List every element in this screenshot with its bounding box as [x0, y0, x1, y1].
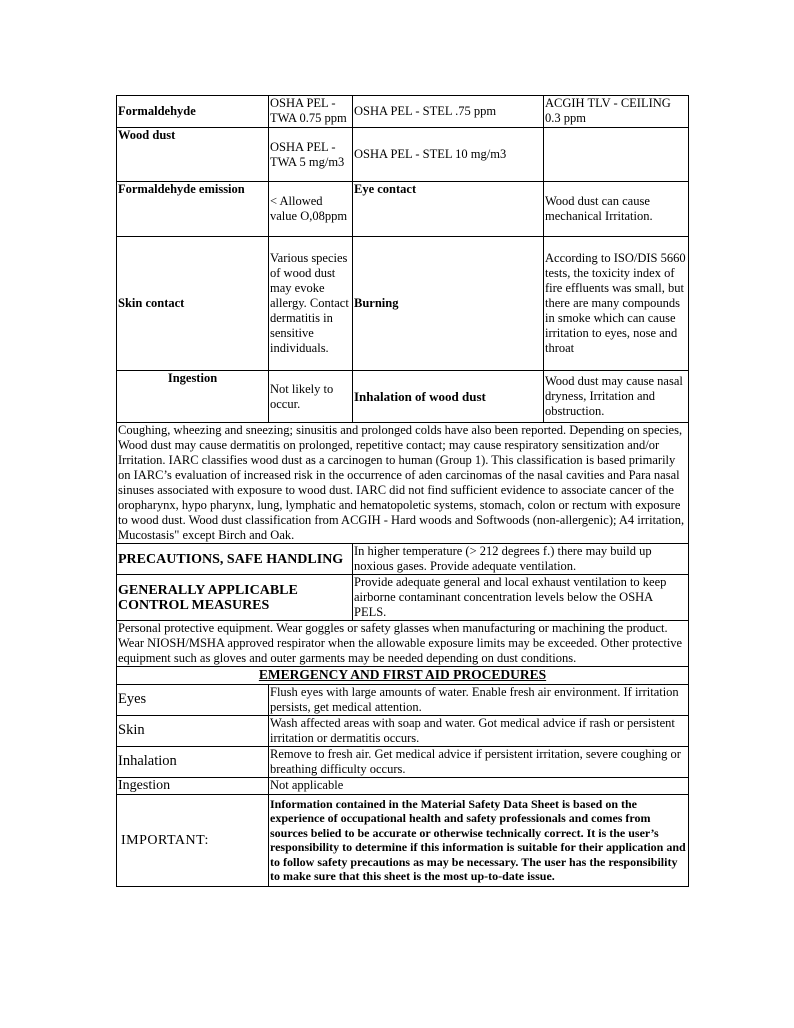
emergency-title: EMERGENCY AND FIRST AID PROCEDURES: [117, 667, 689, 684]
exposure-table: [116, 95, 689, 423]
wood-dust-twa: OSHA PEL - TWA 5 mg/m3: [269, 128, 353, 182]
row-formaldehyde: [117, 96, 689, 128]
burning-value: According to ISO/DIS 5660 tests, the toxicity index of fire effluents was small, but there are many compounds in smoke which can cause irritation to eyes, nose and throat: [544, 237, 689, 371]
important-label: IMPORTANT:: [117, 794, 269, 886]
ingestion-value: Not likely to occur.: [269, 371, 353, 423]
msds-page: [116, 95, 688, 887]
formaldehyde-twa: OSHA PEL - TWA 0.75 ppm: [269, 96, 353, 128]
control-measures-text: Provide adequate general and local exhaust ventilation to keep airborne contaminant concentration levels below the OSHA PELS.: [353, 575, 689, 621]
burning-label: Burning: [353, 237, 544, 371]
row-important: [117, 794, 689, 886]
first-aid-ingestion-text: Not applicable: [269, 777, 689, 794]
formaldehyde-label: Formaldehyde: [117, 96, 269, 128]
eye-contact-label: Eye contact: [353, 182, 544, 237]
formaldehyde-ceiling: ACGIH TLV - CEILING 0.3 ppm: [544, 96, 689, 128]
wood-dust-stel: OSHA PEL - STEL 10 mg/m3: [353, 128, 544, 182]
row-control-measures: [117, 575, 689, 621]
row-first-aid-skin: [117, 715, 689, 746]
row-formaldehyde-emission: [117, 182, 689, 237]
row-emergency-title: [117, 667, 689, 684]
row-first-aid-eyes: [117, 684, 689, 715]
first-aid-table: [116, 667, 689, 887]
row-skin-contact: [117, 237, 689, 371]
row-precautions: [117, 544, 689, 575]
first-aid-ingestion-label: Ingestion: [117, 777, 269, 794]
ingestion-label: Ingestion: [117, 371, 269, 423]
ppe-paragraph: Personal protective equipment. Wear goggles or safety glasses when manufacturing or machining the product. Wear NIOSH/MSHA approved respirator when the allowable exposure limits may be exceeded. Other protective equipment such as gloves and outer garments may be needed depending on dust conditions.: [117, 621, 689, 667]
row-wood-dust: [117, 128, 689, 182]
skin-contact-label: Skin contact: [117, 237, 269, 371]
formaldehyde-emission-value: < Allowed value O,08ppm: [269, 182, 353, 237]
control-measures-label: GENERALLY APPLICABLE CONTROL MEASURES: [117, 575, 353, 621]
row-health-paragraph: [117, 423, 689, 544]
formaldehyde-emission-label: Formaldehyde emission: [117, 182, 269, 237]
important-text: Information contained in the Material Safety Data Sheet is based on the experience of occupational health and safety professionals and comes from sources belied to be accurate or otherwise technically correct. It is the user’s responsibility to determine if this information is suitable for their application and to follow safety precautions as may be necessary. The user has the responsibility to make sure that this sheet is the most up-to-date issue.: [269, 794, 689, 886]
eye-contact-value: Wood dust can cause mechanical Irritation.: [544, 182, 689, 237]
health-paragraph: Coughing, wheezing and sneezing; sinusitis and prolonged colds have also been reported. Depending on species, Wood dust may cause dermatitis on prolonged, repetitive contact; may cause respiratory sensitization and/or Irritation. IARC classifies wood dust as a carcinogen to human (Group 1). This classification is based primarily on IARC’s evaluation of increased risk in the occurrence of aden carcinomas of the nasal cavities and Para nasal sinuses associated with exposure to wood dust. IARC did not find sufficient evidence to associate cancer of the oropharynx, hypo pharynx, lung, lymphatic and hematopoletic systems, stomach, colon or rectum with exposure to wood dust. Wood dust classification from ACGIH - Hard woods and Softwoods (non-allergenic); A4 irritation, Mucostasis" except Birch and Oak.: [117, 423, 689, 544]
eyes-label: Eyes: [117, 684, 269, 715]
inhalation-text: Remove to fresh air. Get medical advice if persistent irritation, severe coughing or breathing difficulty occurs.: [269, 746, 689, 777]
skin-text: Wash affected areas with soap and water. Got medical advice if rash or persistent irritation or dermatitis occurs.: [269, 715, 689, 746]
wood-dust-label: Wood dust: [117, 128, 269, 182]
inhalation-label: Inhalation: [117, 746, 269, 777]
inhalation-wood-dust-label: Inhalation of wood dust: [353, 371, 544, 423]
precautions-text: In higher temperature (> 212 degrees f.) there may build up noxious gases. Provide adequate ventilation.: [353, 544, 689, 575]
eyes-text: Flush eyes with large amounts of water. Enable fresh air environment. If irritation persists, get medical attention.: [269, 684, 689, 715]
inhalation-wood-dust-value: Wood dust may cause nasal dryness, Irritation and obstruction.: [544, 371, 689, 423]
skin-label: Skin: [117, 715, 269, 746]
wood-dust-empty: [544, 128, 689, 182]
row-ppe-paragraph: [117, 621, 689, 667]
formaldehyde-stel: OSHA PEL - STEL .75 ppm: [353, 96, 544, 128]
skin-contact-value: Various species of wood dust may evoke allergy. Contact dermatitis in sensitive individuals.: [269, 237, 353, 371]
precautions-label: PRECAUTIONS, SAFE HANDLING: [117, 544, 353, 575]
precautions-table: [116, 423, 689, 667]
row-first-aid-ingestion: [117, 777, 689, 794]
row-ingestion: [117, 371, 689, 423]
row-first-aid-inhalation: [117, 746, 689, 777]
